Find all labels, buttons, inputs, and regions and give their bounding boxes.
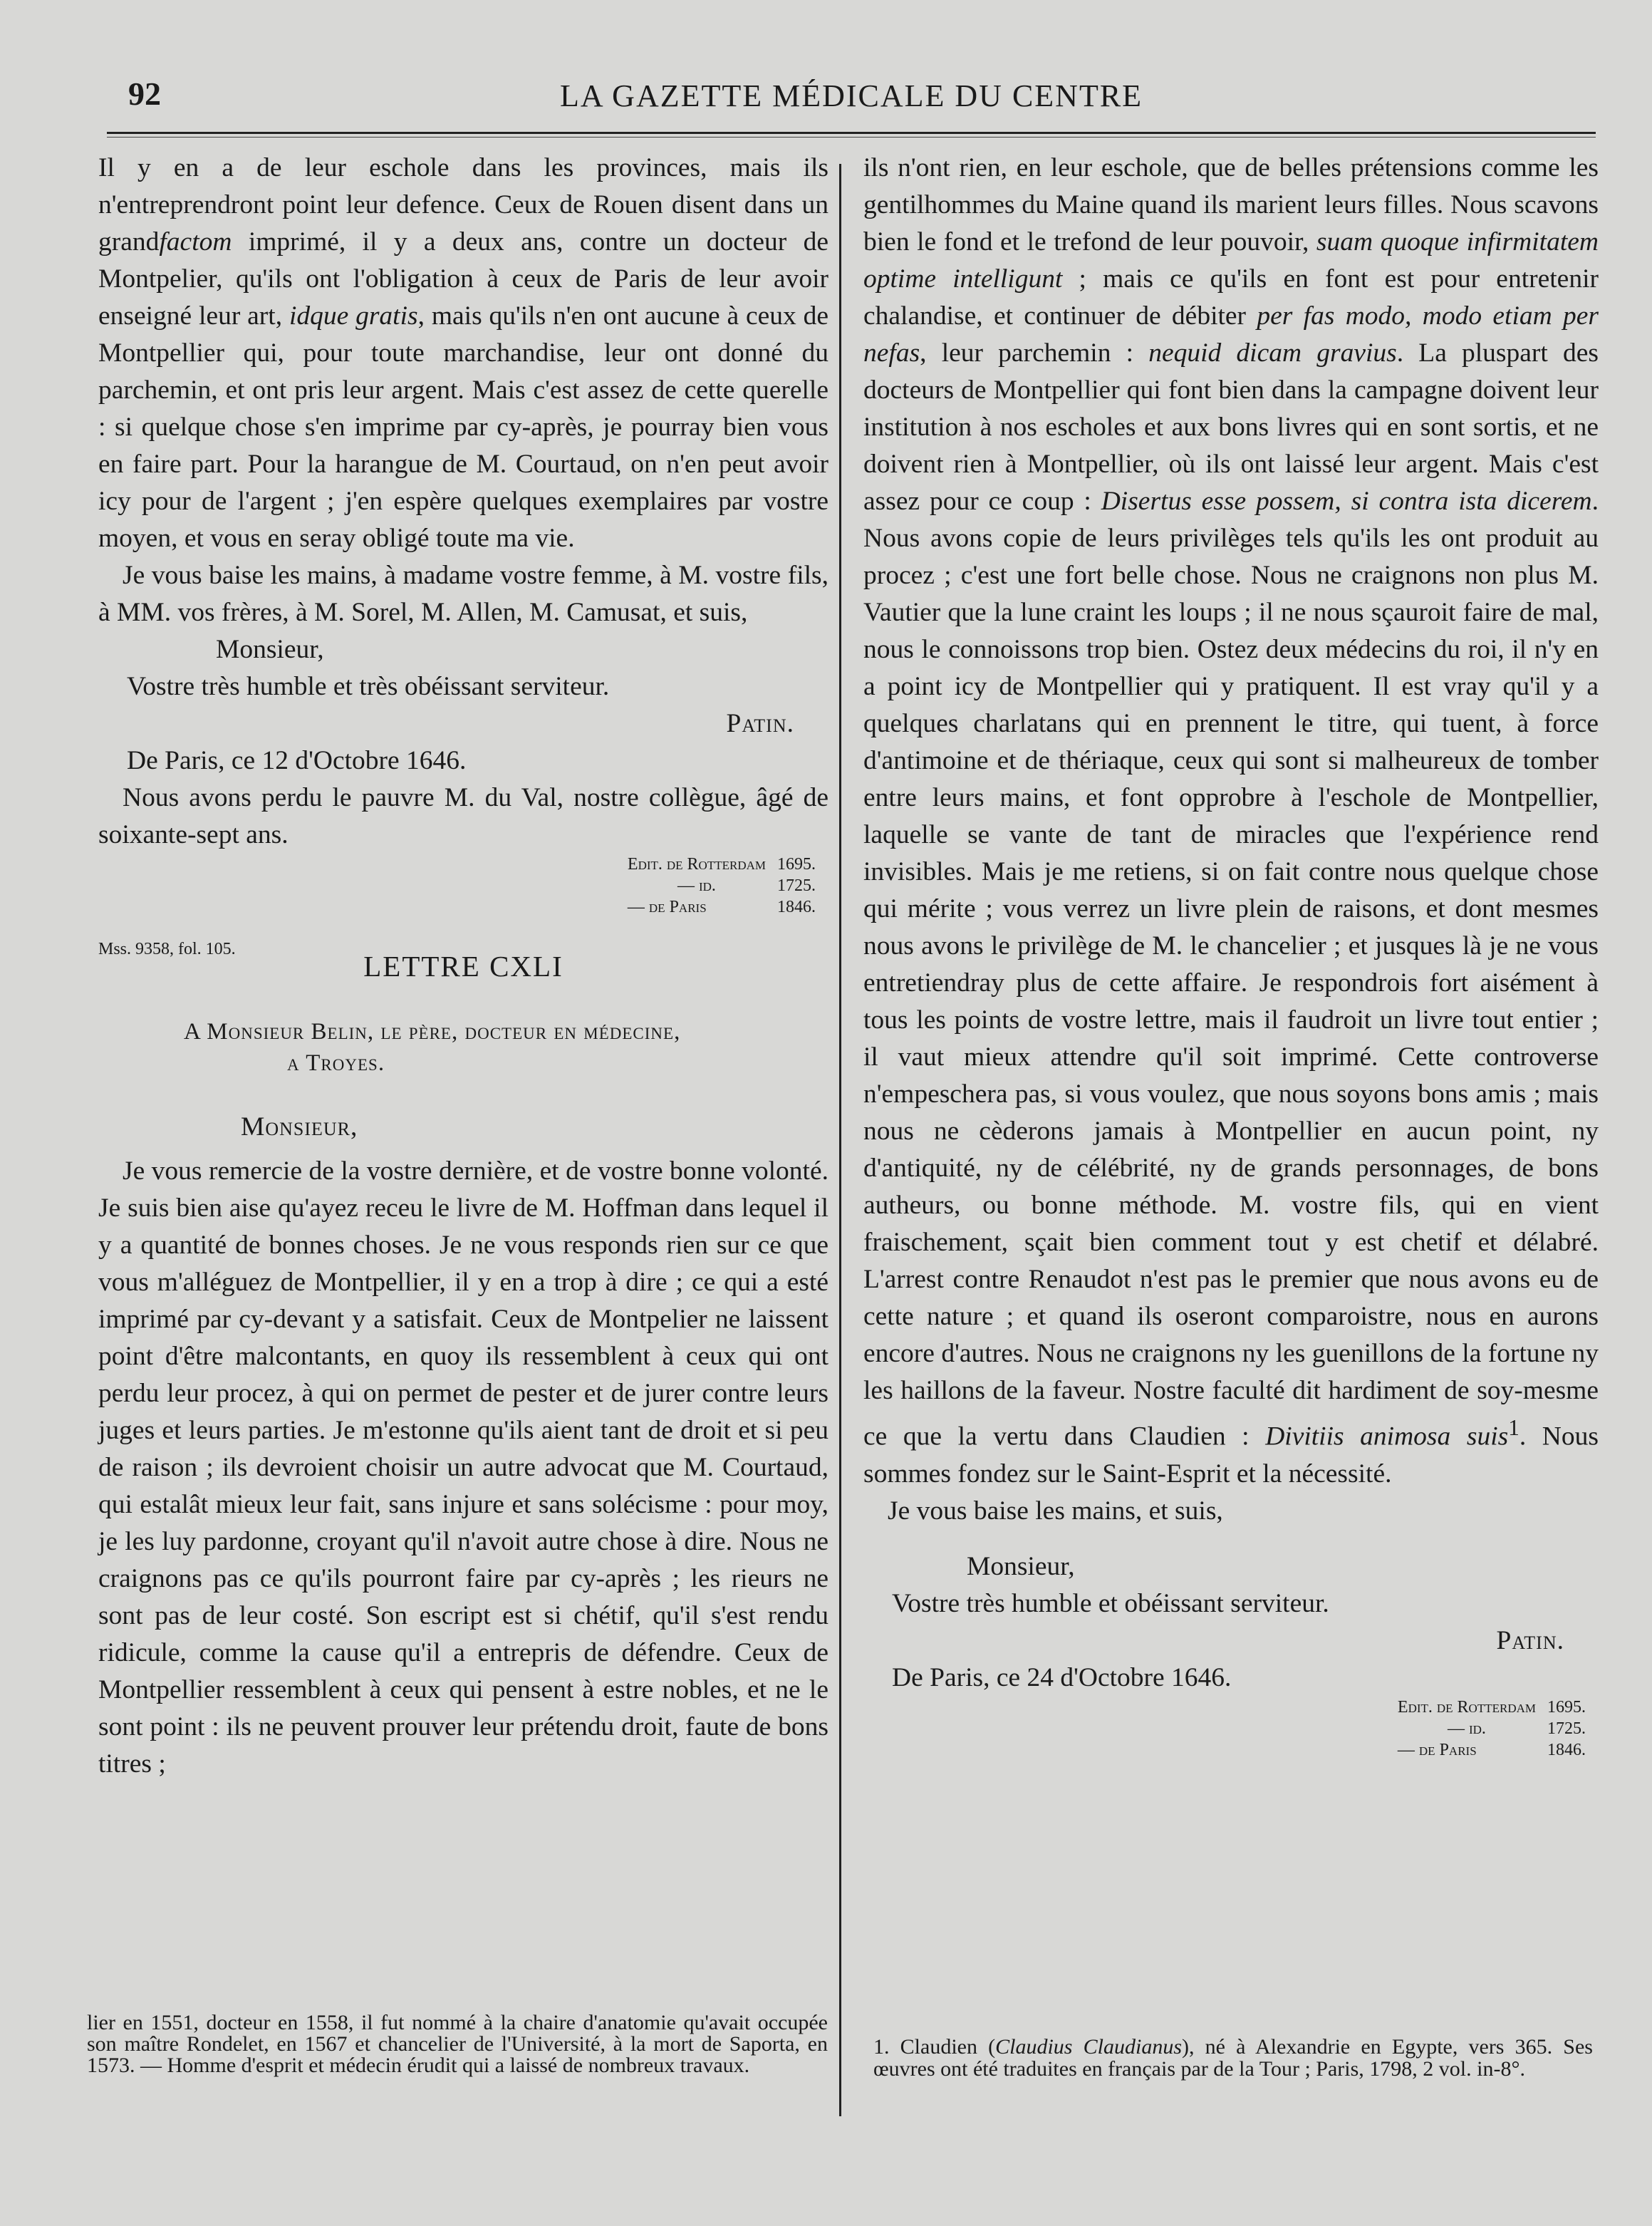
- header-rule-thin: [107, 137, 1596, 138]
- letter-body: Je vous remercie de la vostre dernière, et de vostre bonne volonté. Je suis bien aise qu'ayez receu le livre de M. Hoffman dans lequel il y a quantité de bonnes choses. Je ne vous responds rien sur ce que vous m'alléguez de Montpellier, il y en a trop à dire ; ce qui a esté imprimé par cy-devant y a satisfait. Ceux de Montpelier ne laissent point d'être malcontants, en quoy ils ressemblent à ceux qui ont perdu leur procez, à qui on permet de pester et de jurer contre leurs juges et leurs parties. Je m'estonne qu'ils aient tant de droit et si peu de raison ; ils devroient choisir un autre advocat que M. Courtaud, qui estalât mieux leur fait, sans injure et sans solécisme : pour moy, je les luy pardonne, croyant qu'il n'avoit autre chose à dire. Nous ne craignons pas ce qu'ils pourront faire par cy-après ; les rieurs ne sont pas de leur costé. Son escript est si chétif, qu'il s'est rendu ridicule, comme la cause qu'il a entrepris de défendre. Ceux de Montpellier ressemblent à ceux qui pensent à estre nobles, et ne le sont point : ils ne peuvent prouver leur prétendu droit, faute de bons titres ;: [98, 1156, 828, 1779]
- edition-row: — id. 1725.: [1447, 1719, 1586, 1738]
- edition-row: — de Paris 1846.: [1397, 1740, 1586, 1759]
- letter-title: LETTRE CXLI: [363, 950, 563, 983]
- left-column: [98, 150, 828, 1783]
- manuscript-reference: Mss. 9358, fol. 105.: [98, 940, 236, 958]
- closing-right: Vostre très humble et obéissant serviteur.: [892, 1588, 1329, 1618]
- footnote-marker: 1: [1508, 1415, 1519, 1440]
- edition-row: Edit. de Rotterdam 1695.: [627, 855, 816, 874]
- header-rule: [107, 132, 1596, 134]
- left-paragraph-1: Il y en a de leur eschole dans les provinces, mais ils n'entreprendront point leur defence. Ceux de Rouen disent dans un grandfactom imprimé, il y a deux ans, contre un docteur de Montpelier, qu'ils ont l'obligation à ceux de Paris de leur avoir enseigné leur art, idque gratis, mais qu'ils n'en ont aucune à ceux de Montpellier qui, pour toute marchandise, leur ont donné du parchemin, et ont pris leur argent. Mais c'est assez de cette querelle : si quelque chose s'en imprime par cy-après, je pourray bien vous en faire part. Pour la harangue de M. Courtaud, on n'en peut avoir icy pour de l'argent ; j'en espère quelques exemplaires par vostre moyen, et vous en seray obligé toute ma vie.: [98, 153, 829, 553]
- left-paragraph-2: Je vous baise les mains, à madame vostre femme, à M. vostre fils, à MM. vos frères, à M. Sorel, M. Allen, M. Camusat, et suis,: [98, 561, 828, 627]
- letter-date: De Paris, ce 12 d'Octobre 1646.: [127, 746, 467, 775]
- footnote-continuation: lier en 1551, docteur en 1558, il fut nommé à la chaire d'anatomie qu'avait occupée son maître Rondelet, en 1567 et chancelier de l'Université, à la mort de Saporta, en 1573. — Homme d'esprit et médecin érudit qui a laissé de nombreux travaux.: [87, 2011, 828, 2077]
- opening-salutation: Monsieur,: [241, 1112, 358, 1142]
- right-column: [863, 150, 1599, 1761]
- edition-row: Edit. de Rotterdam 1695.: [1397, 1697, 1586, 1717]
- postscript: Nous avons perdu le pauvre M. du Val, nostre collègue, âgé de soixante-sept ans.: [98, 783, 828, 849]
- edition-row: — de Paris 1846.: [627, 898, 816, 916]
- page-header: [107, 75, 1596, 118]
- footnote-claudien: 1. Claudien (Claudius Claudianus), né à Alexandrie en Egypte, vers 365. Ses œuvres ont été traduites en français par de la Tour ; Paris, 1798, 2 vol. in-8°.: [873, 2035, 1593, 2081]
- right-paragraph-2: Je vous baise les mains, et suis,: [888, 1496, 1223, 1526]
- edition-table: [622, 854, 821, 918]
- running-title: LA GAZETTE MÉDICALE DU CENTRE: [559, 78, 1143, 113]
- salutation: Monsieur,: [216, 635, 324, 664]
- recipient-address: A Monsieur Belin, le père, docteur en médecine, a Troyes.: [184, 1019, 681, 1076]
- page-number: 92: [128, 76, 161, 112]
- right-paragraph-1: ils n'ont rien, en leur eschole, que de belles prétensions comme les gentilhommes du Maine quand ils marient leurs filles. Nous scavons bien le fond et le trefond de leur pouvoir, suam quoque infirmitatem optime intelligunt ; mais ce qu'ils en font est pour entretenir chalandise, et continuer de débiter per fas modo, modo etiam per nefas, leur parchemin : nequid dicam gravius. La pluspart des docteurs de Montpellier qui font bien dans la campagne doivent leur institution à nos escholes et aux bons livres qui en sont sortis, et ne doivent rien à Montpellier, où ils ont laissé leur argent. Mais c'est assez pour ce coup : Disertus esse possem, si contra ista dicerem. Nous avons copie de leurs privilèges tels qu'ils les ont produit au procez ; c'est une fort belle chose. Nous ne craignons non plus M. Vautier que la lune craint les loups ; il ne nous sçauroit faire de mal, nous le connoissons trop bien. Ostez deux médecins du roi, il n'y en a point icy de Montpellier qui y pratiquent. Il est vray qu'il y a quelques charlatans qui en prennent le titre, qui tuent, à force d'antimoine et de thériaque, ceux qui sont si malheureux de tomber entre leurs mains, et font opprobre à l'eschole de Montpellier, laquelle se vante de tant de miracles que l'expérience rend invisibles. Mais je me retiens, si on fait contre nous quelque chose qui mérite ; vous verrez un livre plein de raisons, et dont mesmes nous avons le privilège de M. le chancelier ; et jusques là je ne vous entretiendray plus de cette affaire. Je respondrois fort aisément à tous les points de vostre lettre, mais il faudroit un livre tout entier ; il vaut mieux attendre qu'il soit imprimé. Cette controverse n'empeschera pas, si vous voulez, que nous soyons bons amis ; mais nous ne cèderons jamais à Montpellier en aucun point, ny d'antiquité, ny de célébrité, ny de grands personnages, de bons autheurs, ou bonne méthode. M. vostre fils, qui en vient fraischement, sçait bien comment tout y est chetif et délabré. L'arrest contre Renaudot n'est pas le premier que nous avons eu de cette nature ; et quand ils oseront comparoistre, nous en aurons encore d'autres. Nous ne craignons ny les guenillons de la fortune ny les haillons de la faveur. Nostre faculté dit hardiment de soy-mesme ce que la vertu dans Claudien : Divitiis animosa suis$^1$. Nous sommes fondez sur le Saint-Esprit et la nécessité.: [863, 153, 1599, 1489]
- column-divider: [839, 164, 841, 2116]
- edition-table-right: [1392, 1697, 1591, 1761]
- signature-right: Patin.: [1496, 1625, 1564, 1655]
- letter-date-right: De Paris, ce 24 d'Octobre 1646.: [892, 1662, 1232, 1692]
- salutation-right: Monsieur,: [967, 1551, 1075, 1581]
- signature: Patin.: [726, 709, 794, 738]
- closing: Vostre très humble et très obéissant serviteur.: [127, 672, 610, 701]
- edition-row: — id. 1725.: [677, 876, 816, 895]
